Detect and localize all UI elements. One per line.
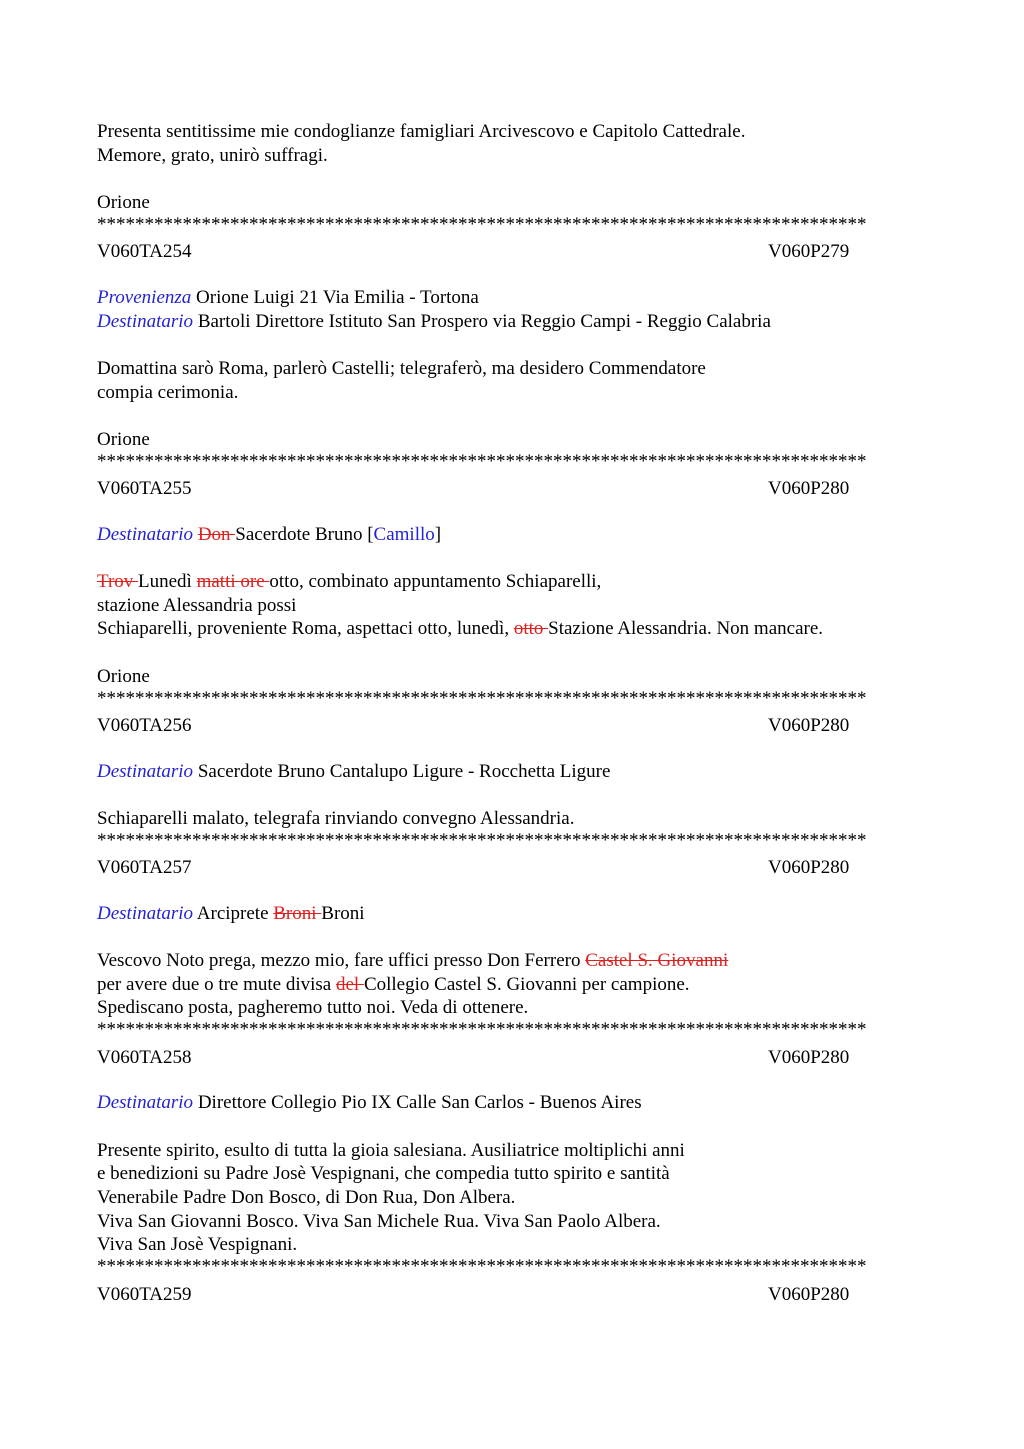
body-line bbox=[97, 949, 927, 973]
destinatario-label: Destinatario bbox=[97, 310, 194, 332]
deleted-text: del bbox=[335, 973, 364, 995]
intro-line: Presenta sentitissime mie condoglianze famigliari Arcivescovo e Capitolo Cattedrale. bbox=[97, 121, 746, 142]
page-code: V060P280 bbox=[768, 1046, 850, 1068]
page-code: V060P280 bbox=[768, 857, 850, 879]
signature: Orione bbox=[97, 192, 150, 214]
body-line bbox=[97, 617, 927, 641]
destinatario-value: Direttore Collegio Pio IX Calle San Carlos - Buenos Aires bbox=[193, 1092, 642, 1114]
body-text: Vescovo Noto prega, mezzo mio, fare uffici presso Don Ferrero bbox=[97, 950, 586, 972]
signature: Orione bbox=[97, 428, 150, 450]
provenienza-line bbox=[97, 286, 927, 310]
body-text: Collegio Castel S. Giovanni per campione. bbox=[363, 973, 690, 995]
body-line: Schiaparelli malato, telegrafa rinviando convegno Alessandria. bbox=[97, 807, 575, 829]
entry-code: V060TA254 bbox=[97, 241, 192, 263]
entry-codes bbox=[97, 475, 927, 499]
body-text: Schiaparelli, proveniente Roma, aspettaci otto, lunedì, bbox=[97, 618, 514, 640]
deleted-text: Trov bbox=[97, 571, 139, 593]
deleted-text: otto bbox=[513, 618, 549, 640]
body-line: Presente spirito, esulto di tutta la gioia salesiana. Ausiliatrice moltiplichi anni bbox=[97, 1139, 685, 1161]
body-text: per avere due o tre mute divisa bbox=[97, 973, 336, 995]
destinatario-value: Broni bbox=[321, 902, 365, 924]
deleted-text: Castel S. Giovanni bbox=[585, 950, 729, 972]
deleted-text: Broni bbox=[273, 902, 322, 924]
destinatario-label: Destinatario bbox=[97, 760, 194, 782]
separator: ********************************************************************************* bbox=[97, 688, 867, 709]
destinatario-value: Arciprete bbox=[193, 902, 274, 924]
destinatario-value: Bartoli Direttore Istituto San Prospero via Reggio Campi - Reggio Calabria bbox=[193, 310, 771, 332]
inserted-text: Camillo bbox=[373, 523, 435, 545]
destinatario-value: Sacerdote Bruno Cantalupo Ligure - Rocchetta Ligure bbox=[193, 760, 611, 782]
provenienza-label: Provenienza bbox=[97, 286, 192, 308]
destinatario-value: Sacerdote Bruno [ bbox=[235, 523, 374, 545]
entry-codes bbox=[97, 712, 927, 736]
entry-code: V060TA258 bbox=[97, 1046, 192, 1068]
entry-codes bbox=[97, 1281, 927, 1305]
destinatario-line bbox=[97, 1091, 927, 1115]
separator: ********************************************************************************* bbox=[97, 451, 867, 472]
destinatario-line bbox=[97, 523, 927, 547]
page-code: V060P280 bbox=[768, 478, 850, 500]
body-line bbox=[97, 973, 927, 997]
destinatario-label: Destinatario bbox=[97, 1092, 194, 1114]
destinatario-line bbox=[97, 760, 927, 784]
provenienza-value: Orione Luigi 21 Via Emilia - Tortona bbox=[191, 286, 479, 308]
entry-code: V060TA259 bbox=[97, 1283, 192, 1305]
destinatario-label: Destinatario bbox=[97, 523, 194, 545]
body-line: Domattina sarò Roma, parlerò Castelli; telegraferò, ma desidero Commendatore bbox=[97, 357, 706, 379]
body-line: Spediscano posta, pagheremo tutto noi. Veda di ottenere. bbox=[97, 997, 529, 1019]
deleted-text: matti ore bbox=[196, 571, 270, 593]
body-line: e benedizioni su Padre Josè Vespignani, che compedia tutto spirito e santità bbox=[97, 1163, 670, 1185]
separator: ********************************************************************************* bbox=[97, 1257, 867, 1277]
body-line: Venerabile Padre Don Bosco, di Don Rua, Don Albera. bbox=[97, 1186, 516, 1208]
page-code: V060P280 bbox=[768, 715, 850, 737]
destinatario-line bbox=[97, 310, 927, 334]
separator: ********************************************************************************* bbox=[97, 1020, 867, 1041]
entry-code: V060TA256 bbox=[97, 715, 192, 737]
body-line bbox=[97, 570, 927, 594]
destinatario-label: Destinatario bbox=[97, 902, 194, 924]
destinatario-line bbox=[97, 902, 927, 926]
separator: ********************************************************************************* bbox=[97, 830, 867, 851]
body-line: Viva San Josè Vespignani. bbox=[97, 1234, 298, 1256]
entry-code: V060TA255 bbox=[97, 478, 192, 500]
bracket: ] bbox=[434, 523, 442, 545]
body-text: otto, combinato appuntamento Schiaparelli, bbox=[269, 571, 602, 593]
intro-line: Memore, grato, unirò suffragi. bbox=[97, 144, 328, 166]
page-code: V060P280 bbox=[768, 1283, 850, 1305]
deleted-text: Don bbox=[197, 523, 236, 545]
entry-codes bbox=[97, 238, 927, 262]
body-line: Viva San Giovanni Bosco. Viva San Michele Rua. Viva San Paolo Albera. bbox=[97, 1210, 661, 1232]
entry-code: V060TA257 bbox=[97, 857, 192, 879]
entry-codes bbox=[97, 854, 927, 878]
entry-codes bbox=[97, 1044, 927, 1068]
document-page bbox=[97, 120, 927, 1304]
body-text: Lunedì bbox=[138, 571, 197, 593]
body-text: Stazione Alessandria. Non mancare. bbox=[548, 618, 824, 640]
body-line: stazione Alessandria possi bbox=[97, 594, 297, 616]
signature: Orione bbox=[97, 665, 150, 687]
page-code: V060P279 bbox=[768, 241, 850, 263]
separator: ********************************************************************************* bbox=[97, 214, 867, 235]
body-line: compia cerimonia. bbox=[97, 381, 239, 403]
